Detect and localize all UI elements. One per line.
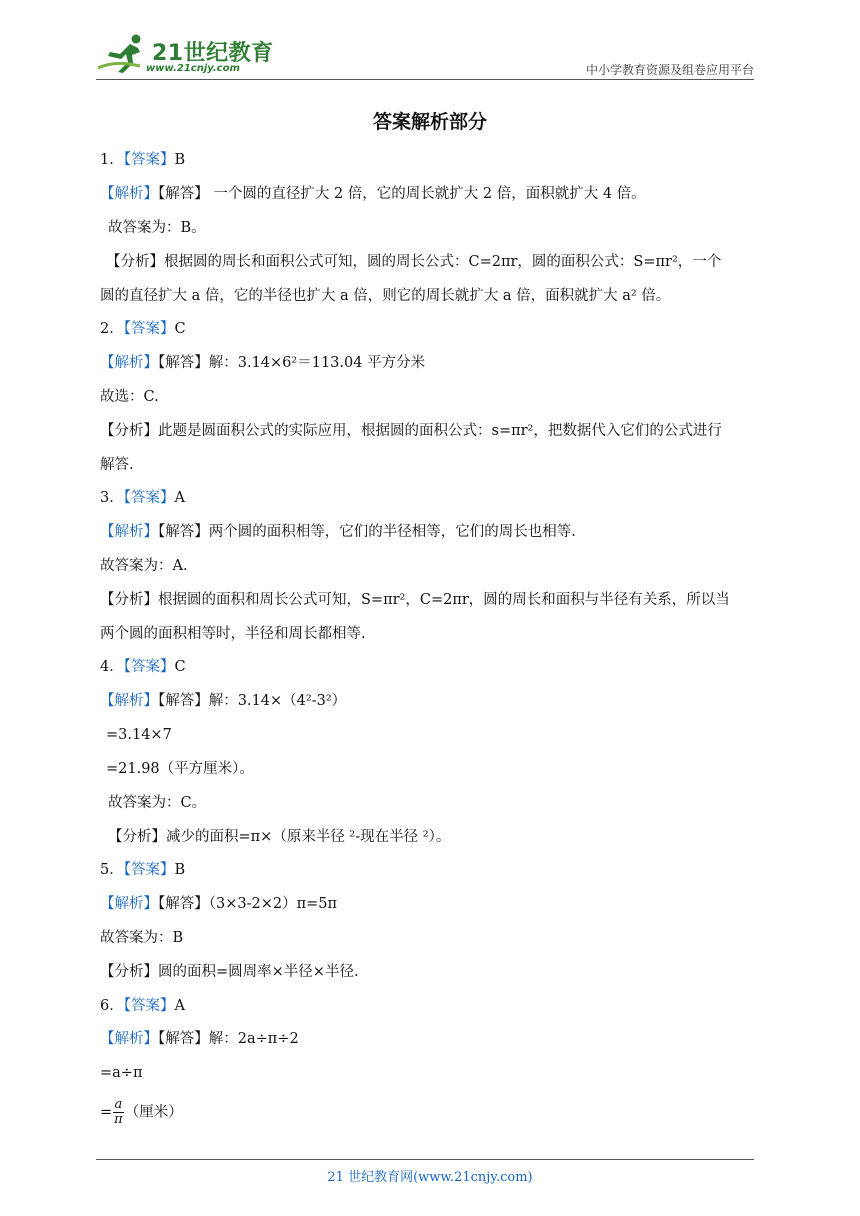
page-title: 答案解析部分	[372, 111, 487, 133]
q6-step-2: = $\frac{a}{\pi}$ （厘米）	[100, 1097, 183, 1127]
analysis-tag: 【解析】	[100, 1031, 158, 1047]
q6-answer-line: 6．【答案】A	[100, 998, 185, 1014]
q3-explanation-2: 两个圆的面积相等时，半径和周长都相等.	[100, 626, 366, 642]
q4-analysis-line: 【解析】【解答】解：3.14×（4²-3²）	[100, 693, 347, 709]
analysis-tag: 【解析】	[100, 186, 158, 202]
q5-conclusion: 故答案为：B	[100, 930, 184, 946]
q6-step-1: =a÷π	[100, 1065, 143, 1081]
q5-explanation-1: 【分析】圆的面积=圆周率×半径×半径.	[100, 964, 359, 980]
q4-step-1: =3.14×7	[106, 727, 172, 743]
q1-analysis-line: 【解析】【解答】 一个圆的直径扩大 2 倍，它的周长就扩大 2 倍，面积就扩大 4 倍。	[100, 186, 646, 202]
logo-url: www.21cnjy.com	[146, 63, 240, 74]
header-platform-text: 中小学教育资源及组卷应用平台	[585, 63, 754, 77]
logo-text: 21世纪教育	[152, 41, 274, 66]
q1-answer-line: 1．【答案】B	[100, 152, 186, 168]
header-divider	[96, 79, 754, 80]
answer-value: C	[174, 659, 186, 675]
q4-explanation-1: 【分析】减少的面积=π×（原来半径 ²-现在半径 ²）。	[108, 829, 451, 845]
footer-text: 21 世纪教育网(www.21cnjy.com)	[327, 1170, 533, 1185]
answer-tag: 【答案】	[123, 490, 175, 506]
analysis-tag: 【解析】	[100, 524, 158, 540]
q4-step-2: =21.98（平方厘米）。	[106, 761, 254, 777]
site-logo	[96, 30, 274, 80]
q2-conclusion: 故选：C.	[100, 389, 159, 405]
q1-explanation-2: 圆的直径扩大 a 倍，它的半径也扩大 a 倍，则它的周长就扩大 a 倍，面积就扩大 a² 倍。	[100, 288, 671, 304]
answer-value: B	[174, 152, 186, 168]
analysis-tag: 【解析】	[100, 355, 158, 371]
answer-value: A	[174, 490, 185, 506]
q5-answer-line: 5．【答案】B	[100, 862, 186, 878]
q5-analysis-line: 【解析】【解答】（3×3-2×2）π=5π	[100, 896, 338, 912]
q6-analysis-line: 【解析】【解答】解：2a÷π÷2	[100, 1031, 299, 1047]
analysis-tag: 【解析】	[100, 693, 158, 709]
q4-answer-line: 4．【答案】C	[100, 659, 186, 675]
answer-tag: 【答案】	[123, 321, 175, 337]
answer-tag: 【答案】	[123, 659, 175, 675]
answer-tag: 【答案】	[123, 152, 175, 168]
answer-value: C	[174, 321, 186, 337]
analysis-tag: 【解析】	[100, 896, 158, 912]
footer-divider	[96, 1159, 754, 1160]
answer-tag: 【答案】	[123, 862, 175, 878]
q3-analysis-line: 【解析】【解答】两个圆的面积相等，它们的半径相等，它们的周长也相等.	[100, 524, 576, 540]
answer-value: A	[174, 998, 185, 1014]
q3-conclusion: 故答案为：A.	[100, 558, 188, 574]
q2-explanation-1: 【分析】此题是圆面积公式的实际应用，根据圆的面积公式：s=πr²，把数据代入它们的公式进行	[100, 423, 722, 439]
q1-explanation-1: 【分析】根据圆的周长和面积公式可知，圆的周长公式：C=2πr，圆的面积公式：S=πr²，一个	[106, 254, 722, 270]
q2-answer-line: 2．【答案】C	[100, 321, 186, 337]
answer-tag: 【答案】	[123, 998, 175, 1014]
q4-conclusion: 故答案为：C。	[108, 795, 207, 811]
answer-value: B	[174, 862, 186, 878]
q3-explanation-1: 【分析】根据圆的面积和周长公式可知，S=πr²，C=2πr，圆的周长和面积与半径有关系，所以当	[100, 592, 730, 608]
fraction: $\frac{a}{\pi}$	[114, 1097, 123, 1127]
q2-explanation-2: 解答.	[100, 457, 134, 473]
q2-analysis-line: 【解析】【解答】解：3.14×6²＝113.04 平方分米	[100, 355, 426, 371]
q1-conclusion: 故答案为：B。	[108, 220, 206, 236]
q3-answer-line: 3．【答案】A	[100, 490, 185, 506]
